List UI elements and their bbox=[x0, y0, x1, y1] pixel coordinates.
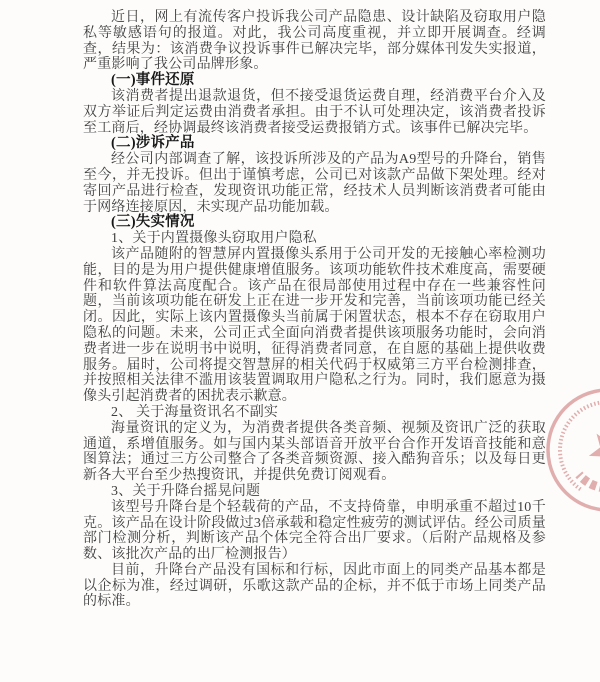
seal-arc-small-text bbox=[543, 397, 600, 491]
section-3-heading: (三)失实情况 bbox=[111, 214, 195, 231]
section-1-heading: (一)事件还原 bbox=[111, 72, 195, 89]
section-3-item-2-title: 2、 关于海量资讯名不副实 bbox=[111, 404, 279, 420]
seal-arc-large-text bbox=[579, 456, 600, 502]
section-3-item-1-title: 1、关于内置摄像头窃取用户隐私 bbox=[111, 231, 317, 247]
section-3-item-3-paragraph-2: 目前，升降台产品没有国标和行标，因此市面上的同类产品基本都是以企标为准，经过调研，乐歌这款产品的企标，并不低于市场上同类产品的标准。 bbox=[83, 562, 546, 610]
document-body bbox=[83, 10, 546, 610]
section-1-paragraph: 该消费者提出退款退货，但不接受退货运费自理，经消费平台介入及双方举证后判定运费由消费者承担。由于不认可处理决定，该消费者投诉至工商后，经协调最终该消费者接受运费报销方式。该事件已解决完毕。 bbox=[83, 88, 546, 136]
section-3-item-3-title: 3、关于升降台摇晃问题 bbox=[111, 483, 261, 499]
intro-paragraph: 近日，网上有流传客户投诉我公司产品隐患、设计缺陷及窃取用户隐私等敏感语句的报道。对此，我公司高度重视，并立即开展调查。经调查，结果为：该消费争议投诉事件已解决完毕，部分媒体刊发失实报道，严重影响了我公司品牌形象。 bbox=[83, 10, 546, 73]
section-3-item-2-paragraph: 海量资讯的定义为，为消费者提供各类音频、视频及资讯广泛的获取通道，系增值服务。如与国内某头部语音开放平台合作开发语音技能和意图算法；通过三方公司整合了各类音频资源、接入酷狗音乐；以及每日更新各大平台至少热搜资讯，并提供免费订阅观看。 bbox=[83, 420, 546, 484]
section-3-item-3-paragraph: 该型号升降台是个轻载荷的产品，不支持倚靠，申明承重不超过10千克。该产品在设计阶段做过3倍承载和稳定性疲劳的测试评估。经公司质量部门检测分析，判断该产品个体完全符合出厂要求。（后附产品规格及参数、该批次产品的出厂检测报告） bbox=[83, 499, 546, 563]
section-2-heading: (二)涉诉产品 bbox=[111, 135, 195, 152]
section-2-paragraph: 经公司内部调查了解，该投诉所涉及的产品为A9型号的升降台，销售至今，并无投诉。但出于谨慎考虑，公司已对该款产品做下架处理。经对寄回产品进行检查，发现资讯功能正常，经技术人员判断该消费者可能由于网络连接原因，未实现产品功能加载。 bbox=[83, 152, 546, 215]
company-seal bbox=[543, 385, 600, 515]
seal-star-icon bbox=[581, 423, 600, 474]
section-3-item-1-paragraph: 该产品随附的智慧屏内置摄像头系用于公司开发的无接触心率检测功能，目的是为用户提供健康增值服务。该项功能软件技术难度高，需要硬件和软件算法高度配合。该产品在很局部使用过程中存在一些兼容性问题，当前该项功能在研发上正在进一步开发和完善，当前该项功能已经关闭。因此，实际上该内置摄像头当前属于闲置状态，根本不存在窃取用户隐私的问题。未来，公司正式全面向消费者提供该项服务功能时，会向消费者进一步在说明书中说明，征得消费者同意，在自愿的基础上提供收费服务。届时，公司将提交智慧屏的相关代码于权威第三方平台检测排查，并按照相关法律不滥用该装置调取用户隐私之行为。同时，我们愿意为摄像头引起消费者的困扰表示歉意。 bbox=[83, 246, 546, 405]
